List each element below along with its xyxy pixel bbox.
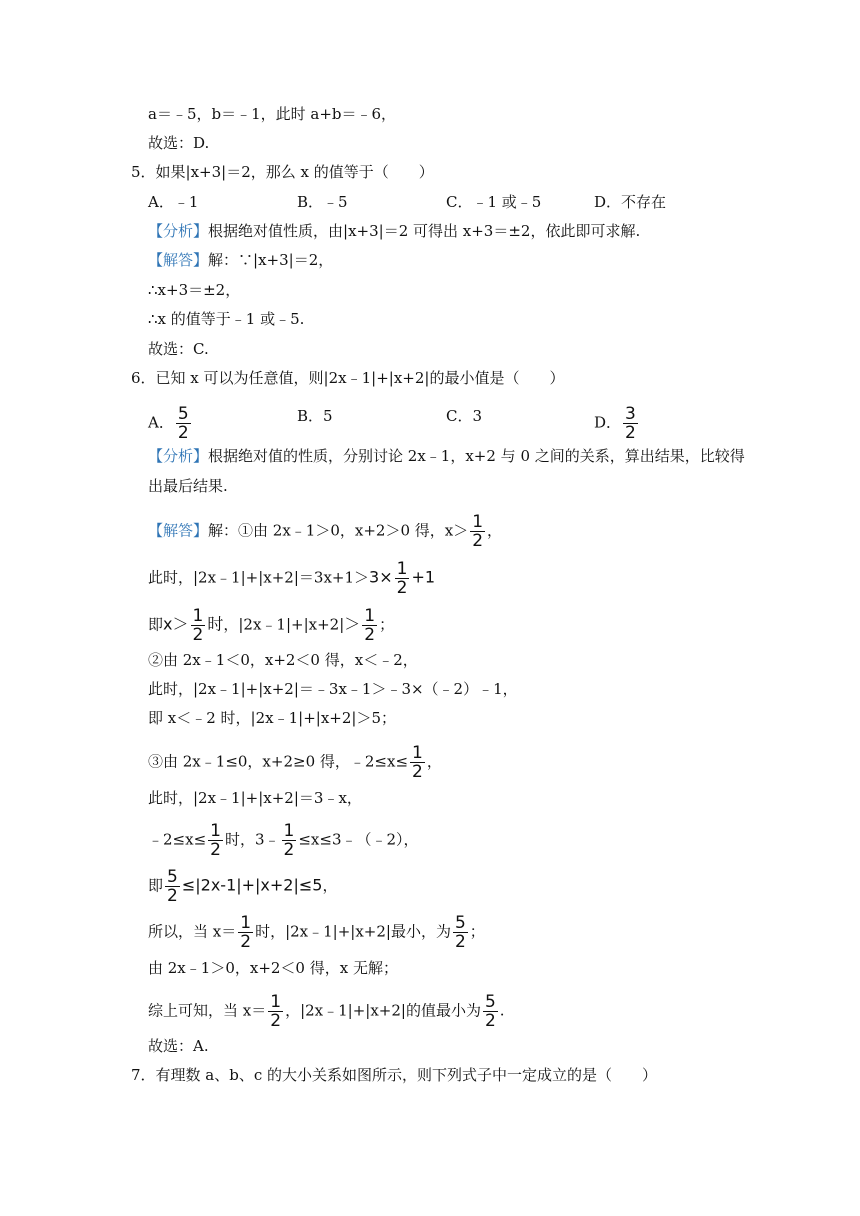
numerator: 1 xyxy=(192,606,204,626)
q6-analysis-cont: 出最后结果. xyxy=(148,477,228,495)
q6-minimum-line xyxy=(148,914,485,951)
q6-case-3-result xyxy=(148,868,337,905)
calc-text: ③由 2x﹣1≤0，x+2≥0 得，﹣2≤x≤ xyxy=(148,752,409,771)
calc-text: 综上可知，当 x＝ xyxy=(148,1001,267,1020)
denominator: 2 xyxy=(412,762,423,782)
analysis-tag: 【分析】 xyxy=(148,222,209,240)
comma: ， xyxy=(487,521,503,540)
semicolon: ； xyxy=(469,922,485,941)
q6-analysis xyxy=(148,445,745,467)
denominator: 2 xyxy=(192,625,204,645)
numerator: 1 xyxy=(364,606,376,626)
q6-case-1-result xyxy=(148,607,394,644)
fraction-one-half xyxy=(191,607,206,644)
q6-case-3-range xyxy=(148,822,419,859)
fraction-one-half xyxy=(268,993,283,1030)
q6-case-1-calc xyxy=(148,560,435,597)
q6-option-d xyxy=(594,405,640,442)
numerator: 5 xyxy=(454,913,466,933)
question-5-stem: 5．如果|x+3|＝2，那么 x 的值等于（ ） xyxy=(131,163,434,181)
denominator: 2 xyxy=(484,1011,496,1031)
q5-answer xyxy=(148,249,333,271)
denominator: 2 xyxy=(177,423,189,443)
calc-text: 所以，当 x＝ xyxy=(148,922,237,941)
analysis-text: 根据绝对值的性质，分别讨论 2x﹣1，x+2 与 0 之间的关系，算出结果，比较得 xyxy=(208,447,745,465)
solution-line-a-b: a＝﹣5，b＝﹣1，此时 a+b＝﹣6， xyxy=(148,105,397,123)
numerator: 1 xyxy=(472,512,484,532)
numerator: 1 xyxy=(270,992,282,1012)
q6-case-3-calc: 此时，|2x﹣1|+|x+2|＝3﹣x， xyxy=(148,789,362,807)
q5-analysis xyxy=(148,220,640,242)
option-letter: A． xyxy=(148,413,174,432)
denominator: 2 xyxy=(283,840,295,860)
fraction-five-halves xyxy=(483,993,498,1030)
calc-text: ﹣2≤x≤ xyxy=(148,830,207,849)
q5-option-a: A．﹣1 xyxy=(148,193,199,211)
q6-case-2: ②由 2x﹣1＜0，x+2＜0 得，x＜﹣2， xyxy=(148,651,418,669)
denominator: 2 xyxy=(472,531,484,551)
q6-conclusion xyxy=(148,993,505,1030)
q6-answer-case-1 xyxy=(148,513,502,550)
fraction-one-half xyxy=(282,822,297,859)
calc-text: 即 xyxy=(148,615,164,634)
calc-text: 时，|2x﹣1|+|x+2|最小，为 xyxy=(255,922,451,941)
denominator: 2 xyxy=(210,840,221,860)
fraction-one-half xyxy=(395,560,410,597)
q5-option-b: B．﹣5 xyxy=(297,193,348,211)
denominator: 2 xyxy=(364,625,376,645)
q6-option-b: B．5 xyxy=(297,407,333,425)
comma: ， xyxy=(426,752,442,771)
q6-choice: 故选：A. xyxy=(148,1037,209,1055)
fraction-one-half xyxy=(470,513,485,550)
numerator: 1 xyxy=(240,913,252,933)
calc-text: ，|2x﹣1|+|x+2| xyxy=(223,615,345,634)
fraction-one-half xyxy=(410,744,425,781)
denominator: 2 xyxy=(240,932,252,952)
option-letter: D． xyxy=(594,413,622,432)
q6-option-c: C．3 xyxy=(446,407,483,425)
semicolon: ； xyxy=(379,615,395,634)
q5-option-c: C．﹣1 或﹣5 xyxy=(446,193,542,211)
q6-no-solution: 由 2x﹣1＞0，x+2＜0 得，x 无解； xyxy=(148,959,398,977)
fraction-one-half xyxy=(208,822,223,859)
answer-text: 解：∵|x+3|＝2， xyxy=(208,251,334,269)
calc-text: +1 xyxy=(411,567,436,587)
numerator: 3 xyxy=(625,404,636,424)
numerator: 1 xyxy=(283,821,295,841)
calc-text: ，|2x﹣1|+|x+2|的值最小为 xyxy=(285,1001,481,1020)
choice-line: 故选：D. xyxy=(148,134,210,152)
analysis-text: 根据绝对值性质，由|x+3|＝2 可得出 x+3＝±2，依此即可求解. xyxy=(208,222,641,240)
q5-choice: 故选：C. xyxy=(148,340,209,358)
calc-text: 3× xyxy=(369,567,393,587)
fraction-five-halves xyxy=(453,914,468,951)
denominator: 2 xyxy=(625,423,636,443)
calc-text: ＞ xyxy=(344,614,361,634)
question-6-stem: 6．已知 x 可以为任意值，则|2x﹣1|+|x+2|的最小值是（ ） xyxy=(131,369,565,387)
q6-case-3 xyxy=(148,744,442,781)
numerator: 1 xyxy=(210,821,221,841)
denominator: 2 xyxy=(396,578,408,598)
q6-case-2-calc: 此时，|2x﹣1|+|x+2|＝﹣3x﹣1＞﹣3×（﹣2）﹣1， xyxy=(148,680,518,698)
denominator: 2 xyxy=(454,932,466,952)
q6-option-a xyxy=(148,405,193,442)
period: . xyxy=(499,1001,505,1020)
fraction-five-halves xyxy=(165,868,180,905)
numerator: 5 xyxy=(484,992,496,1012)
answer-tag: 【解答】 xyxy=(148,251,209,269)
numerator: 1 xyxy=(412,743,423,763)
fraction-five-halves xyxy=(176,405,191,442)
calc-text: 即 xyxy=(148,876,164,895)
calc-text: 此时，|2x﹣1|+|x+2|＝3x+1＞ xyxy=(148,568,370,587)
denominator: 2 xyxy=(270,1011,282,1031)
numerator: 5 xyxy=(167,867,178,887)
fraction-three-halves xyxy=(623,405,638,442)
calc-text: 时，3﹣ xyxy=(224,830,280,849)
q5-step-1: ∴x+3＝±2， xyxy=(148,281,241,299)
denominator: 2 xyxy=(167,886,178,906)
comma: ， xyxy=(322,876,338,895)
calc-text: x＞ xyxy=(163,614,189,634)
calc-text: ≤x≤3﹣（﹣2）， xyxy=(298,830,419,849)
q5-step-2: ∴x 的值等于﹣1 或﹣5. xyxy=(148,310,305,328)
question-7-stem: 7．有理数 a、b、c 的大小关系如图所示，则下列式子中一定成立的是（ ） xyxy=(131,1066,658,1084)
q6-case-2-result: 即 x＜﹣2 时，|2x﹣1|+|x+2|＞5； xyxy=(148,709,396,727)
numerator: 1 xyxy=(396,559,408,579)
q5-option-d: D．不存在 xyxy=(594,193,667,211)
answer-text: 解：①由 2x﹣1＞0，x+2＞0 得，x＞ xyxy=(208,521,469,540)
analysis-tag: 【分析】 xyxy=(148,447,209,465)
numerator: 5 xyxy=(177,404,189,424)
calc-text: ≤|2x-1|+|x+2|≤5 xyxy=(181,875,323,895)
calc-text: 时 xyxy=(207,614,224,634)
fraction-one-half xyxy=(238,914,253,951)
answer-tag: 【解答】 xyxy=(148,521,209,540)
fraction-one-half xyxy=(362,607,377,644)
